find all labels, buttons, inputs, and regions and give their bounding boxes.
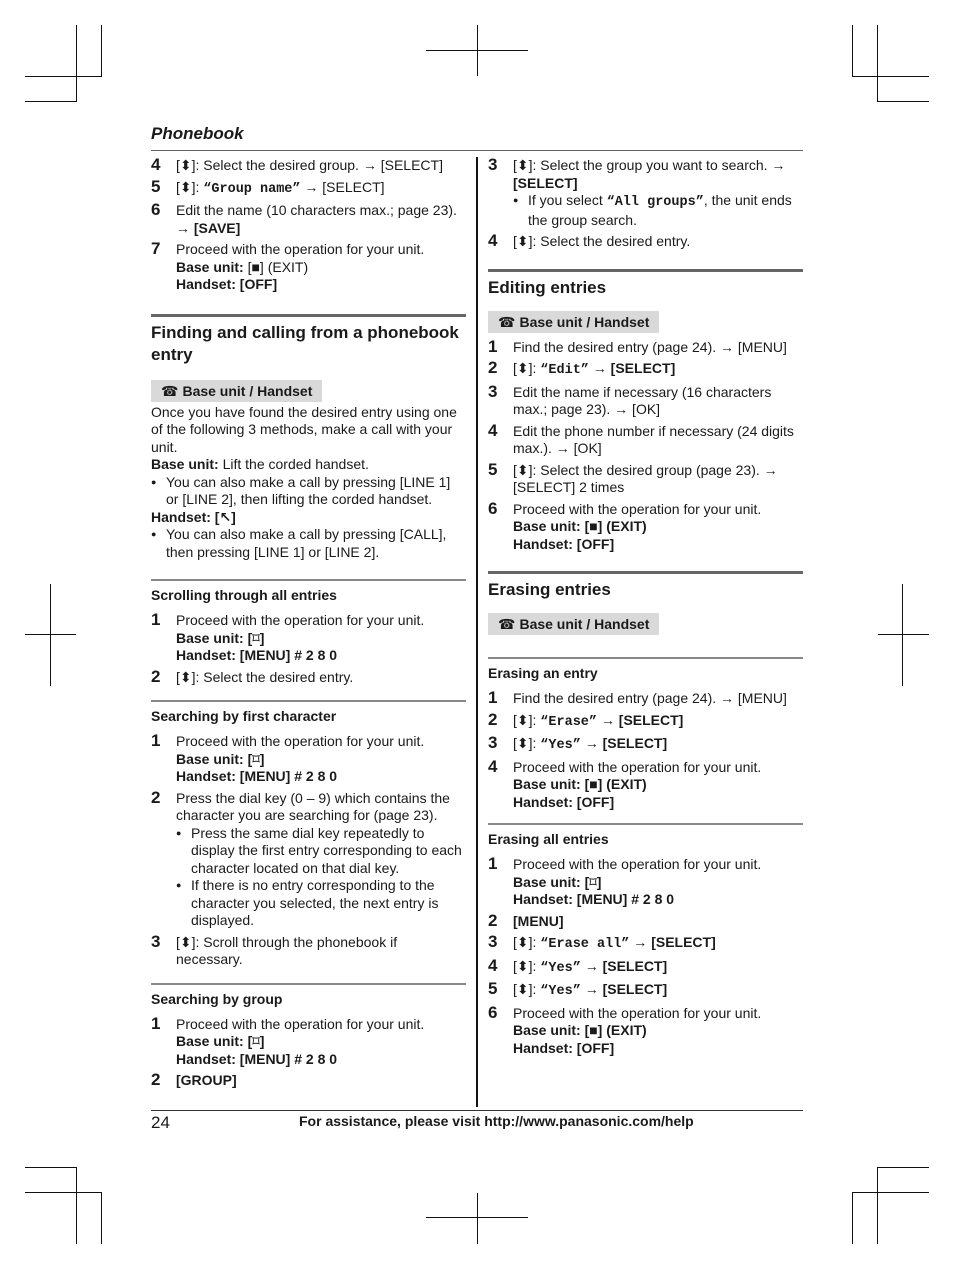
page-number: 24: [151, 1113, 170, 1132]
crop-mark: [852, 25, 853, 77]
crop-mark: [877, 25, 878, 102]
step-5: 5 [⬍]: “Group name” → [SELECT]: [151, 176, 385, 197]
scroll-step-1: 1 Proceed with the operation for your unit. Base unit: [⌑] Handset: [MENU] # 2 8 0: [151, 610, 425, 663]
subsection-erase-entry: Erasing an entry: [488, 657, 803, 682]
crop-mark: [50, 584, 51, 686]
first-char-step-1: 1 Proceed with the operation for your unit. Base unit: [⌑] Handset: [MENU] # 2 8 0: [151, 731, 425, 784]
phone-base-icon: ☎: [498, 616, 516, 632]
crop-mark: [25, 76, 102, 77]
crop-mark: [101, 25, 102, 77]
subsection-first-char: Searching by first character: [151, 700, 466, 725]
edit-step-1: 1 Find the desired entry (page 24). → [MENU]: [488, 336, 787, 356]
section-title-erasing: Erasing entries: [488, 571, 803, 601]
crop-mark: [852, 76, 929, 77]
crop-mark: [25, 634, 76, 635]
find-base-bullet: ● You can also make a call by pressing [LINE 1] or [LINE 2], then lifting the corded handset.: [151, 474, 466, 509]
badge-container: [488, 613, 803, 635]
crop-mark: [477, 1193, 478, 1244]
crop-mark: [902, 584, 903, 686]
mode-badge: ☎ Base unit / Handset: [488, 613, 659, 635]
erase-step-3: 3 [⬍]: “Yes” → [SELECT]: [488, 733, 668, 753]
edit-step-5: 5 [⬍]: Select the desired group (page 23). → [SELECT] 2 times: [488, 459, 778, 495]
find-handset-line: Handset: [↖]: [151, 508, 236, 525]
erase-all-step-6: 6 Proceed with the operation for your unit. Base unit: [■] (EXIT) Handset: [OFF]: [488, 1002, 762, 1056]
subsection-erase-all: Erasing all entries: [488, 823, 803, 848]
group-step-1: 1 Proceed with the operation for your unit. Base unit: [⌑] Handset: [MENU] # 2 8 0: [151, 1013, 425, 1067]
step-7: 7 Proceed with the operation for your unit. Base unit: [■] (EXIT) Handset: [OFF]: [151, 239, 425, 292]
phone-base-icon: ☎: [161, 382, 179, 399]
first-char-step-3: 3 [⬍]: Scroll through the phonebook if necessary.: [151, 931, 398, 967]
crop-mark: [852, 1192, 929, 1193]
erase-all-step-1: 1 Proceed with the operation for your unit. Base unit: [⌑] Handset: [MENU] # 2 8 0: [488, 854, 762, 907]
crop-mark: [477, 25, 478, 76]
crop-mark: [877, 1167, 929, 1168]
erase-step-1: 1 Find the desired entry (page 24). → [MENU]: [488, 688, 787, 707]
section-title-editing: Editing entries: [488, 269, 803, 299]
first-char-step-2: 2 Press the dial key (0 – 9) which contains the character you are searching for (page 23). ● Press the same dial key repeatedly to display the first entry corresponding to each character located on that dial key. ● If there is no entry corresponding to the character you selected, the next entry is displayed.: [151, 790, 466, 930]
subsection-by-group: Searching by group: [151, 983, 466, 1008]
edit-step-4: 4 Edit the phone number if necessary (24 digits max.). → [OK]: [488, 420, 794, 456]
crop-mark: [76, 1167, 77, 1244]
left-column: [151, 157, 466, 1094]
group-step-4: 4 [⬍]: Select the desired entry.: [488, 231, 691, 250]
badge-container: [151, 380, 466, 402]
page-header: [151, 124, 803, 151]
find-handset-bullet: ● You can also make a call by pressing [CALL], then pressing [LINE 1] or [LINE 2].: [151, 526, 466, 561]
phone-base-icon: ☎: [498, 313, 516, 330]
group-step-3: 3 [⬍]: Select the group you want to search. → [SELECT] ● If you select “All groups”, the unit ends the group search.: [488, 157, 803, 229]
erase-all-step-2: 2 [MENU]: [488, 910, 564, 930]
badge-container: [488, 311, 803, 333]
page-footer: [151, 1110, 803, 1136]
edit-step-2: 2 [⬍]: “Edit” → [SELECT]: [488, 358, 676, 378]
column-divider: [476, 157, 478, 1107]
subsection-scrolling: Scrolling through all entries: [151, 579, 466, 604]
mode-badge: ☎ Base unit / Handset: [151, 380, 322, 402]
crop-mark: [76, 25, 77, 102]
find-base-line: Base unit: Lift the corded handset.: [151, 456, 369, 472]
crop-mark: [852, 1192, 853, 1244]
erase-step-2: 2 [⬍]: “Erase” → [SELECT]: [488, 709, 684, 730]
help-link-text: For assistance, please visit http://www.panasonic.com/help: [299, 1113, 694, 1129]
edit-step-6: 6 Proceed with the operation for your unit. Base unit: [■] (EXIT) Handset: [OFF]: [488, 498, 762, 552]
crop-mark: [101, 1192, 102, 1244]
find-intro: Once you have found the desired entry using one of the following 3 methods, make a call with your unit.: [151, 403, 457, 455]
section-title-finding: Finding and calling from a phonebook entry: [151, 314, 466, 366]
group-step-2: 2 [GROUP]: [151, 1070, 237, 1089]
crop-mark: [878, 634, 929, 635]
crop-mark: [25, 101, 77, 102]
erase-all-step-5: 5 [⬍]: “Yes” → [SELECT]: [488, 979, 668, 999]
step-6: 6 Edit the name (10 characters max.; page 23). → [SAVE]: [151, 200, 457, 236]
erase-all-step-4: 4 [⬍]: “Yes” → [SELECT]: [488, 955, 668, 976]
page-title: Phonebook: [151, 124, 244, 143]
edit-step-3: 3 Edit the name if necessary (16 characters max.; page 23). → [OK]: [488, 381, 772, 417]
crop-mark: [877, 1167, 878, 1244]
erase-all-step-3: 3 [⬍]: “Erase all” → [SELECT]: [488, 932, 716, 952]
scroll-step-2: 2 [⬍]: Select the desired entry.: [151, 666, 354, 686]
right-column: [488, 157, 803, 1061]
crop-mark: [25, 1167, 77, 1168]
erase-step-4: 4 Proceed with the operation for your unit. Base unit: [■] (EXIT) Handset: [OFF]: [488, 756, 762, 810]
mode-badge: ☎ Base unit / Handset: [488, 311, 659, 333]
crop-mark: [877, 101, 929, 102]
step-4: 4 [⬍]: Select the desired group. → [SELECT]: [151, 155, 443, 174]
crop-mark: [25, 1192, 102, 1193]
